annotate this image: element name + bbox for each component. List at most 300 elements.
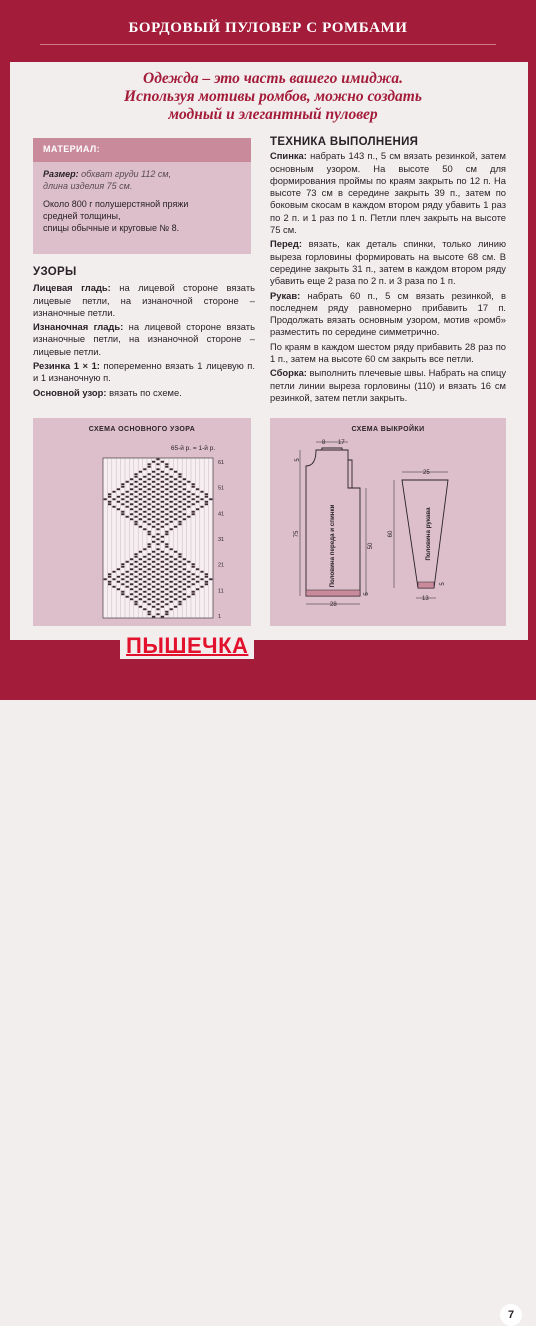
grid-stitch (187, 561, 190, 563)
grid-stitch (121, 498, 124, 500)
dim-body-total: 75 (294, 530, 300, 538)
pattern-scheme-title: СХЕМА ОСНОВНОГО УЗОРА (88, 426, 196, 433)
grid-stitch (192, 503, 195, 505)
grid-stitch (183, 578, 186, 580)
grid-stitch (161, 536, 164, 538)
grid-stitch (134, 603, 137, 605)
grid-stitch (143, 566, 146, 568)
grid-stitch (126, 576, 129, 578)
grid-stitch (178, 596, 181, 598)
grid-stitch (134, 496, 137, 498)
grid-stitch (174, 526, 177, 528)
grid-stitch (108, 501, 111, 503)
grid-stitch (152, 481, 155, 483)
grid-stitch (196, 496, 199, 498)
grid-stitch (130, 513, 133, 515)
grid-stitch (192, 483, 195, 485)
grid-stitch (174, 588, 177, 590)
dim-sleeve-bottom: 13 (422, 596, 429, 602)
grid-stitch (170, 486, 173, 488)
grid-stitch (161, 516, 164, 518)
grid-stitch (161, 566, 164, 568)
grid-stitch (165, 533, 168, 535)
pattern-4 (33, 387, 255, 399)
grid-stitch (143, 581, 146, 583)
grid-stitch (183, 563, 186, 565)
grid-stitch (174, 513, 177, 515)
grid-stitch (165, 543, 168, 545)
grid-stitch (165, 603, 168, 605)
grid-stitch (134, 553, 137, 555)
grid-stitch (143, 571, 146, 573)
grid-stitch (170, 528, 173, 530)
grid-stitch (156, 538, 159, 540)
grid-stitch (196, 488, 199, 490)
grid-stitch (196, 508, 199, 510)
technique-heading: ТЕХНИКА ВЫПОЛНЕНИЯ (270, 136, 419, 148)
tech-back (270, 150, 506, 236)
grid-stitch (156, 543, 159, 545)
grid-stitch (170, 601, 173, 603)
dim-sleeve-rib: 5 (440, 582, 446, 586)
grid-stitch (170, 521, 173, 523)
grid-stitch (174, 508, 177, 510)
grid-stitch (200, 491, 203, 493)
grid-stitch (205, 581, 208, 583)
grid-stitch (139, 471, 142, 473)
grid-stitch (187, 576, 190, 578)
dim-body-rib: 5 (364, 592, 370, 596)
grid-stitch (170, 566, 173, 568)
grid-stitch (183, 593, 186, 595)
grid-stitch (161, 606, 164, 608)
grid-stitch (161, 501, 164, 503)
grid-stitch (148, 546, 151, 548)
grid-stitch (156, 558, 159, 560)
front-text: вязать, как деталь спинки, только линию выреза горловины формировать на высоте 68 см. В середине закрыть 31 п., затем в каждом втором ряду убавить еще 2 раза по 2 п. и 3 раза по 1 п. (270, 238, 507, 287)
intro-line-1: Одежда – это часть вашего имиджа. (143, 70, 403, 87)
grid-stitch (126, 506, 129, 508)
grid-stitch (134, 561, 137, 563)
grid-stitch (121, 511, 124, 513)
grid-stitch (130, 593, 133, 595)
grid-stitch (156, 573, 159, 575)
grid-stitch (134, 516, 137, 518)
grid-stitch (165, 466, 168, 468)
grid-stitch (192, 486, 195, 488)
pattern-2 (33, 321, 255, 358)
grid-stitch (165, 593, 168, 595)
grid-stitch (165, 463, 168, 465)
length-text: длина изделия 75 см. (43, 181, 133, 191)
grid-stitch (139, 508, 142, 510)
pattern-4-text: вязать по схеме. (109, 386, 182, 398)
row-label: 61 (218, 460, 225, 466)
grid-stitch (143, 491, 146, 493)
grid-stitch (152, 511, 155, 513)
grid-stitch (152, 551, 155, 553)
grid-stitch (187, 491, 190, 493)
grid-stitch (121, 563, 124, 565)
grid-stitch (174, 503, 177, 505)
grid-stitch (152, 616, 155, 618)
back-title: Спинка: (270, 150, 307, 162)
grid-stitch (148, 568, 151, 570)
grid-stitch (156, 513, 159, 515)
grid-stitch (178, 581, 181, 583)
grid-stitch (161, 521, 164, 523)
grid-stitch (174, 593, 177, 595)
grid-stitch (156, 528, 159, 530)
grid-stitch (170, 596, 173, 598)
grid-stitch (178, 566, 181, 568)
grid-stitch (139, 488, 142, 490)
assembly-text: выполнить плечевые швы. Набрать на спицу петли линии выреза горловины (110) и вязать 16 см резинкой, затем петли закрыть. (270, 367, 507, 403)
grid-stitch (152, 501, 155, 503)
pattern-1-text: на лицевой стороне вязать лицевые петли, на изнаночной стороне – изнаночные петли. (33, 282, 255, 318)
patterns-section (33, 266, 255, 401)
grid-stitch (130, 573, 133, 575)
grid-stitch (139, 483, 142, 485)
grid-stitch (134, 596, 137, 598)
grid-stitch (152, 471, 155, 473)
grid-stitch (156, 488, 159, 490)
grid-stitch (174, 483, 177, 485)
grid-stitch (165, 546, 168, 548)
grid-stitch (170, 548, 173, 550)
grid-stitch (170, 491, 173, 493)
grid-stitch (143, 608, 146, 610)
intro-line-2: Используя мотивы ромбов, можно создать (124, 88, 422, 105)
grid-stitch (148, 498, 151, 500)
grid-stitch (165, 588, 168, 590)
grid-stitch (161, 486, 164, 488)
grid-stitch (192, 593, 195, 595)
dim-body-width: 28 (330, 602, 337, 608)
grid-stitch (134, 523, 137, 525)
grid-stitch (178, 561, 181, 563)
grid-stitch (156, 578, 159, 580)
grid-stitch (205, 501, 208, 503)
grid-stitch (152, 526, 155, 528)
grid-stitch (178, 586, 181, 588)
grid-stitch (152, 476, 155, 478)
grid-stitch (187, 501, 190, 503)
grid-stitch (148, 531, 151, 533)
grid-stitch (143, 486, 146, 488)
row-labels (218, 460, 224, 620)
grid-stitch (148, 483, 151, 485)
grid-stitch (148, 488, 151, 490)
grid-stitch (139, 526, 142, 528)
grid-stitch (152, 541, 155, 543)
grid-stitch (108, 583, 111, 585)
grid-stitch (174, 573, 177, 575)
material-heading: МАТЕРИАЛ: (33, 138, 251, 162)
grid-stitch (205, 503, 208, 505)
grid-stitch (161, 551, 164, 553)
grid-stitch (152, 561, 155, 563)
grid-stitch (152, 576, 155, 578)
grid-stitch (192, 511, 195, 513)
grid-stitch (170, 591, 173, 593)
grid-stitch (205, 493, 208, 495)
grid-stitch (152, 556, 155, 558)
grid-stitch (134, 501, 137, 503)
pattern-grid (103, 458, 213, 618)
grid-stitch (170, 556, 173, 558)
grid-stitch (156, 563, 159, 565)
grid-stitch (156, 523, 159, 525)
grid-stitch (148, 473, 151, 475)
grid-stitch (121, 503, 124, 505)
grid-stitch (156, 553, 159, 555)
grid-stitch (139, 568, 142, 570)
grid-stitch (143, 596, 146, 598)
grid-stitch (178, 476, 181, 478)
grid-stitch (152, 606, 155, 608)
grid-stitch (165, 553, 168, 555)
grid-stitch (134, 481, 137, 483)
pattern-1-title: Лицевая гладь: (33, 282, 111, 294)
grid-stitch (148, 598, 151, 600)
grid-stitch (156, 593, 159, 595)
grid-stitch (174, 568, 177, 570)
grid-stitch (156, 603, 159, 605)
grid-stitch (178, 501, 181, 503)
row-label: 11 (218, 588, 224, 595)
grid-stitch (187, 516, 190, 518)
header-band (0, 0, 536, 62)
grid-stitch (121, 583, 124, 585)
grid-stitch (148, 593, 151, 595)
grid-stitch (156, 548, 159, 550)
grid-stitch (130, 483, 133, 485)
grid-stitch (152, 571, 155, 573)
grid-stitch (152, 461, 155, 463)
grid-stitch (161, 496, 164, 498)
grid-stitch (170, 561, 173, 563)
grid-stitch (143, 501, 146, 503)
grid-stitch (183, 573, 186, 575)
grid-stitch (139, 588, 142, 590)
grid-stitch (174, 498, 177, 500)
grid-stitch (174, 518, 177, 520)
grid-stitch (152, 586, 155, 588)
grid-stitch (156, 478, 159, 480)
grid-stitch (121, 578, 124, 580)
grid-stitch (196, 581, 199, 583)
back-text: набрать 143 п., 5 см вязать резинкой, затем основным узором. На высоте 50 см для формирования проймы по краям закрыть по 12 п. На высоте 73 см в середине закрыть 39 п., затем по боковым скосам в каждом втором ряду убавить 1 раз по 2 п. и 1 раз по 1 п. Петли плеч закрыть на высоте 75 см. (270, 150, 506, 236)
body-rib (306, 590, 360, 596)
pattern-3 (33, 360, 255, 385)
grid-stitch (134, 521, 137, 523)
row-label: 41 (218, 511, 225, 518)
grid-stitch (126, 561, 129, 563)
grid-stitch (178, 506, 181, 508)
grid-stitch (165, 473, 168, 475)
grid-stitch (152, 601, 155, 603)
patterns-heading: УЗОРЫ (33, 266, 77, 278)
grid-stitch (143, 516, 146, 518)
grid-stitch (183, 588, 186, 590)
grid-stitch (148, 463, 151, 465)
grid-stitch (130, 558, 133, 560)
grid-stitch (148, 583, 151, 585)
grid-stitch (121, 591, 124, 593)
cut-scheme-box (270, 418, 506, 626)
grid-stitch (161, 526, 164, 528)
grid-stitch (183, 598, 186, 600)
yarn-line-3: спицы обычные и круговые № 8. (43, 223, 180, 233)
grid-stitch (183, 558, 186, 560)
left-border (0, 62, 10, 640)
grid-stitch (143, 481, 146, 483)
pattern-2-title: Изнаночная гладь: (33, 321, 124, 333)
tech-sleeve-2: По краям в каждом шестом ряду прибавить 28 раз по 1 п., затем на высоте 60 см закрыть все петли. (270, 340, 506, 365)
dim-neck-drop: 5 (295, 458, 301, 462)
grid-stitch (117, 488, 120, 490)
grid-stitch (139, 593, 142, 595)
grid-stitch (156, 533, 159, 535)
grid-stitch (134, 511, 137, 513)
grid-stitch (152, 506, 155, 508)
grid-stitch (104, 498, 107, 500)
grid-stitch (139, 551, 142, 553)
grid-stitch (170, 511, 173, 513)
grid-stitch (152, 596, 155, 598)
front-title: Перед: (270, 238, 302, 250)
grid-stitch (183, 583, 186, 585)
grid-stitch (156, 463, 159, 465)
grid-stitch (148, 478, 151, 480)
grid-stitch (156, 588, 159, 590)
grid-stitch (148, 603, 151, 605)
grid-stitch (174, 493, 177, 495)
dim-sleeve-top: 25 (423, 470, 430, 476)
grid-stitch (178, 486, 181, 488)
grid-stitch (134, 566, 137, 568)
grid-stitch (134, 473, 137, 475)
body-label: Половина переда и спинки (329, 504, 336, 588)
sleeve-label: Половина рукава (425, 507, 432, 561)
grid-stitch (134, 586, 137, 588)
grid-stitch (178, 571, 181, 573)
grid-stitch (174, 488, 177, 490)
grid-stitch (187, 581, 190, 583)
grid-stitch (108, 493, 111, 495)
grid-stitch (183, 513, 186, 515)
grid-stitch (108, 496, 111, 498)
grid-stitch (130, 563, 133, 565)
grid-stitch (134, 581, 137, 583)
grid-stitch (170, 581, 173, 583)
grid-stitch (134, 491, 137, 493)
grid-stitch (139, 558, 142, 560)
footer-band (0, 640, 536, 1321)
technique-section (270, 136, 506, 406)
grid-stitch (156, 503, 159, 505)
grid-stitch (134, 576, 137, 578)
grid-stitch (134, 476, 137, 478)
intro-line-3: модный и элегантный пуловер (168, 106, 378, 123)
grid-stitch (148, 513, 151, 515)
grid-stitch (165, 478, 168, 480)
right-border (528, 62, 536, 640)
dim-neck-left: 8 (322, 440, 326, 446)
grid-stitch (165, 563, 168, 565)
pattern-4-title: Основной узор: (33, 386, 107, 398)
grid-stitch (130, 478, 133, 480)
grid-stitch (170, 586, 173, 588)
grid-stitch (183, 518, 186, 520)
grid-stitch (143, 576, 146, 578)
grid-stitch (117, 588, 120, 590)
grid-stitch (152, 591, 155, 593)
grid-stitch (187, 506, 190, 508)
grid-stitch (148, 466, 151, 468)
grid-stitch (192, 578, 195, 580)
grid-stitch (126, 496, 129, 498)
grid-stitch (143, 506, 146, 508)
grid-stitch (130, 488, 133, 490)
grid-stitch (209, 578, 212, 580)
grid-stitch (200, 506, 203, 508)
pattern-3-title: Резинка 1 × 1: (33, 360, 100, 372)
grid-stitch (170, 571, 173, 573)
grid-stitch (187, 571, 190, 573)
row-label: 1 (218, 614, 222, 620)
grid-stitch (148, 588, 151, 590)
grid-stitch (148, 611, 151, 613)
grid-stitch (161, 561, 164, 563)
grid-stitch (139, 493, 142, 495)
grid-stitch (161, 476, 164, 478)
grid-stitch (156, 458, 159, 460)
grid-stitch (192, 563, 195, 565)
grid-stitch (139, 573, 142, 575)
grid-stitch (174, 478, 177, 480)
grid-stitch (143, 528, 146, 530)
grid-stitch (170, 608, 173, 610)
grid-stitch (200, 578, 203, 580)
grid-stitch (143, 511, 146, 513)
grid-stitch (121, 573, 124, 575)
grid-stitch (178, 601, 181, 603)
grid-stitch (139, 503, 142, 505)
grid-stitch (192, 498, 195, 500)
grid-stitch (156, 613, 159, 615)
grid-stitch (161, 471, 164, 473)
grid-stitch (178, 556, 181, 558)
grid-stitch (139, 478, 142, 480)
grid-stitch (178, 523, 181, 525)
grid-stitch (178, 481, 181, 483)
grid-stitch (143, 476, 146, 478)
grid-stitch (196, 576, 199, 578)
magazine-logo: ПЫШЕЧКА (120, 633, 254, 659)
grid-stitch (196, 501, 199, 503)
grid-stitch (126, 481, 129, 483)
grid-stitch (156, 483, 159, 485)
grid-stitch (174, 471, 177, 473)
grid-stitch (121, 486, 124, 488)
grid-stitch (200, 586, 203, 588)
grid-stitch (165, 513, 168, 515)
grid-stitch (148, 578, 151, 580)
grid-stitch (130, 518, 133, 520)
grid-stitch (178, 576, 181, 578)
